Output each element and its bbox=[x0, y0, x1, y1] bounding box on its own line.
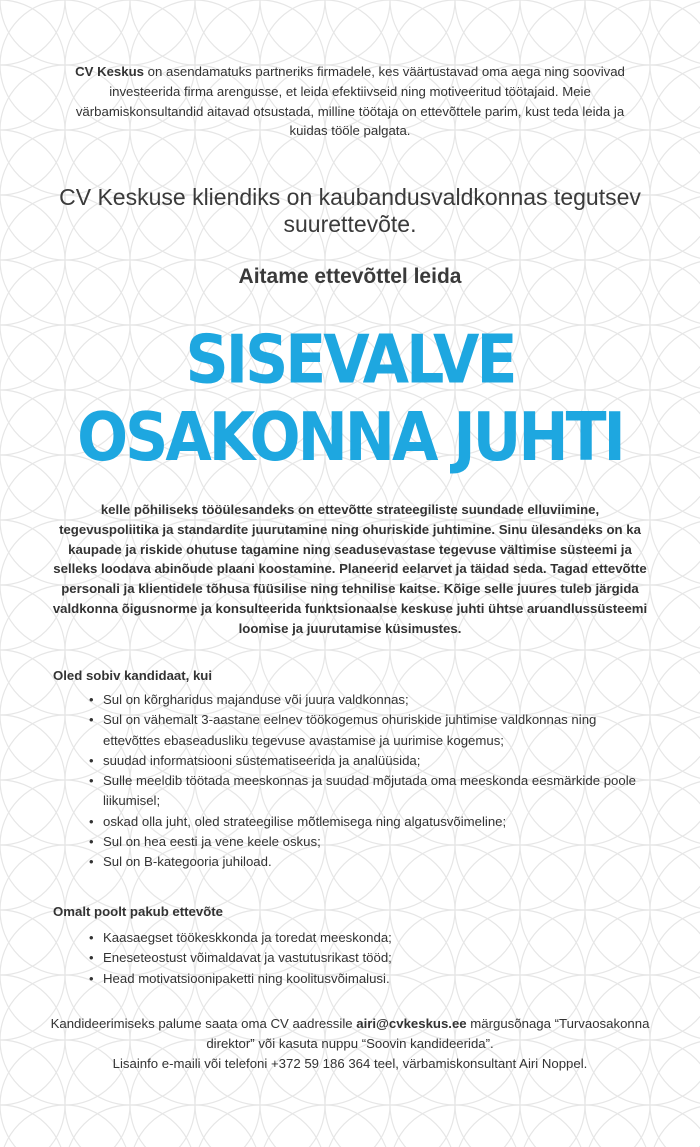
offer-list bbox=[88, 928, 648, 989]
list-item: • Sul on kõrgharidus majanduse või juura valdkonnas; bbox=[88, 690, 648, 710]
contact-line2: Lisainfo e-maili või telefoni +372 59 186 364 teel, värbamiskonsultant Airi Noppel. bbox=[112, 1055, 588, 1071]
contact-info bbox=[50, 1014, 650, 1073]
job-title-line2: OSAKONNA JUHTI bbox=[77, 398, 623, 477]
client-headline: CV Keskuse kliendiks on kaubandusvaldkonnas tegutsev suurettevõte. bbox=[59, 184, 641, 237]
list-item: • Sul on vähemalt 3-aastane eelnev töökogemus ohuriskide juhtimise valdkonnas ning ettevõttes ebaseadusliku tegevuse avastamise ja uurimise kogemus; bbox=[88, 710, 648, 751]
list-item: • Eneseteostust võimaldavat ja vastutusrikast tööd; bbox=[88, 948, 648, 968]
subheadline: Aitame ettevõttel leida bbox=[238, 265, 462, 288]
list-item: • Kaasaegset töökeskkonda ja toredat meeskonda; bbox=[88, 928, 648, 948]
contact-text: Kandideerimiseks palume saata oma CV aadressile bbox=[50, 1016, 357, 1031]
job-description: kelle põhiliseks tööülesandeks on ettevõtte strateegiliste suundade elluviimine, tegevuspoliitika ja standardite juurutamine ning ohuriskide juhtimine. Sinu ülesandeks on ka kaupade ja riskide ohutuse tagamine ning seadusevastase tegevuse vältimise süsteemi ja selleks loodava abinõude plaani koostamine. Planeerid eelarvet ja täidad seda. Tagad ettevõtte personali ja klientidele tõhusa füüsilise ning tehnilise kaitse. Kõige selle juures tuleb järgida valdkonna õigusnorme ja konsulteerida funktsionaalse keskuse juhti ühtse aruandlussüsteemi loomise ja juurutamise küsimustes. bbox=[52, 502, 648, 636]
intro-text: on asendamatuks partneriks firmadele, kes väärtustavad oma aega ning soovivad investeerida firma arengusse, et leida efektiivseid ning motiveeritud töötajaid. Meie värbamiskonsultandid aitavad otsustada, milline töötaja on ettevõttele parim, kust teda leida ja kuidas tööle palgata. bbox=[75, 64, 625, 139]
job-title bbox=[20, 322, 680, 477]
requirements-title: Oled sobiv kandidaat, kui bbox=[53, 668, 213, 683]
list-item: • suudad informatsiooni süstematiseerida ja analüüsida; bbox=[88, 751, 648, 771]
list-item: • Head motivatsioonipaketti ning koolitusvõimalusi. bbox=[88, 969, 648, 989]
list-item: • Sul on hea eesti ja vene keele oskus; bbox=[88, 832, 648, 852]
contact-email-link[interactable]: airi@cvkeskus.ee bbox=[356, 1016, 467, 1031]
list-item: • oskad olla juht, oled strateegilise mõtlemisega ning algatusvõimeline; bbox=[88, 812, 648, 832]
list-item: • Sulle meeldib töötada meeskonnas ja suudad mõjutada oma meeskonda eesmärkide poole liikumisel; bbox=[88, 771, 648, 812]
requirements-list bbox=[88, 690, 648, 873]
contact-text-after: märgusõnaga “Turvaosakonna direktor” või kasuta nuppu “Soovin kandideerida”. bbox=[206, 1016, 650, 1051]
list-item: • Sul on B-kategooria juhiload. bbox=[88, 852, 648, 872]
company-name: CV Keskus bbox=[75, 64, 144, 79]
job-title-line1: SISEVALVE bbox=[185, 320, 515, 400]
offer-title: Omalt poolt pakub ettevõte bbox=[53, 904, 223, 919]
company-intro bbox=[60, 62, 640, 141]
